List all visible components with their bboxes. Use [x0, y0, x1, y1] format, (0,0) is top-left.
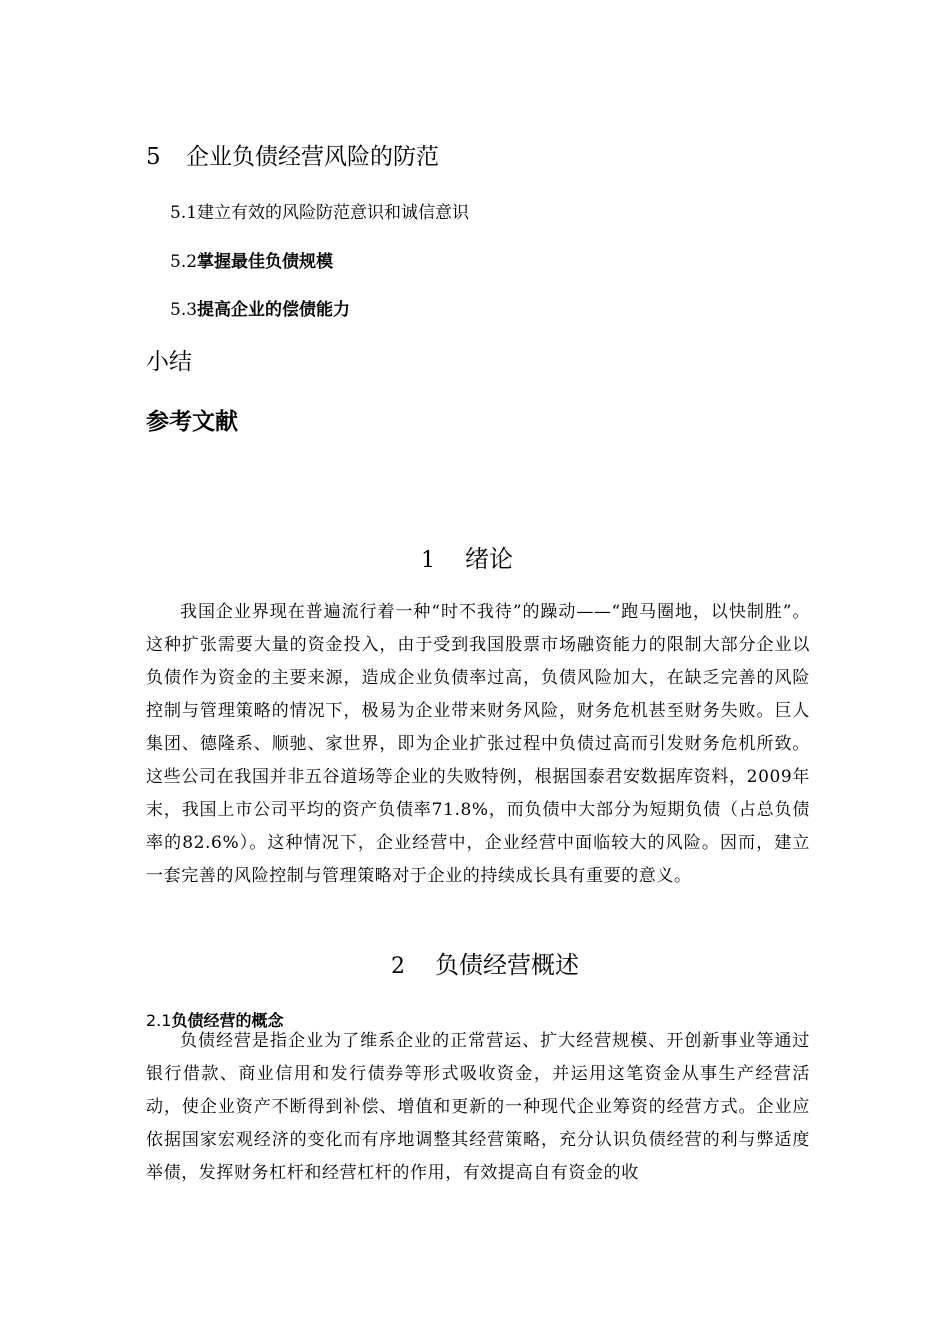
- toc-chapter-number: 5: [146, 144, 161, 170]
- toc-references[interactable]: 参考文献: [146, 409, 238, 435]
- toc-summary[interactable]: 小结: [146, 349, 192, 375]
- section-title: 负债经营概述: [435, 951, 579, 979]
- section-1-paragraph: 我国企业界现在普遍流行着一种“时不我待”的躁动——“跑马圈地，以快制胜”。这种扩张需要大量的资金投入，由于受到我国股票市场融资能力的限制大部分企业以负债作为资金的主要来源，造成企业负债率过高，负债风险加大，在缺乏完善的风险控制与管理策略的情况下，极易为企业带来财务风险，财务危机甚至财务失败。巨人集团、德隆系、顺驰、家世界，即为企业扩张过程中负债过高而引发财务危机所致。这些公司在我国并非五谷道场等企业的失败特例，根据国泰君安数据库资料，2009年末，我国上市公司平均的资产负债率71.8%，而负债中大部分为短期负债（占总负债率的82.6%）。这种情况下，企业经营中，企业经营中面临较大的风险。因而，建立一套完善的风险控制与管理策略对于企业的持续成长具有重要的意义。: [146, 602, 810, 886]
- toc-chapter-title: 企业负债经营风险的防范: [186, 144, 439, 170]
- section-title: 绪论: [465, 545, 513, 573]
- section-number: 1: [421, 548, 435, 573]
- section-number: 2: [391, 954, 405, 979]
- toc-chapter-5[interactable]: [146, 140, 439, 174]
- toc-section-number: 5.2: [170, 252, 198, 272]
- toc-section-5-2[interactable]: [170, 249, 333, 275]
- toc-section-5-3[interactable]: [170, 297, 350, 323]
- section-1-heading: [0, 542, 942, 578]
- toc-section-number: 5.1: [170, 203, 198, 223]
- toc-section-title: 掌握最佳负债规模: [197, 252, 334, 272]
- toc-section-5-1[interactable]: [170, 200, 469, 226]
- subsection-title: 负债经营的概念: [171, 1011, 284, 1030]
- toc-section-title: 提高企业的偿债能力: [197, 300, 351, 320]
- section-2-1-paragraph: 负债经营是指企业为了维系企业的正常营运、扩大经营规模、开创新事业等通过银行借款、商业信用和发行债券等形式吸收资金，并运用这笔资金从事生产经营活动，使企业资产不断得到补偿、增值和更新的一种现代企业筹资的经营方式。企业应依据国家宏观经济的变化而有序地调整其经营策略，充分认识负债经营的利与弊适度举债，发挥财务杠杆和经营杠杆的作用，有效提高自有资金的收: [146, 1031, 810, 1183]
- subsection-number: 2.1: [146, 1011, 172, 1030]
- toc-section-title: 建立有效的风险防范意识和诚信意识: [197, 203, 470, 223]
- section-2-heading: [10, 948, 950, 984]
- toc-section-number: 5.3: [170, 300, 198, 320]
